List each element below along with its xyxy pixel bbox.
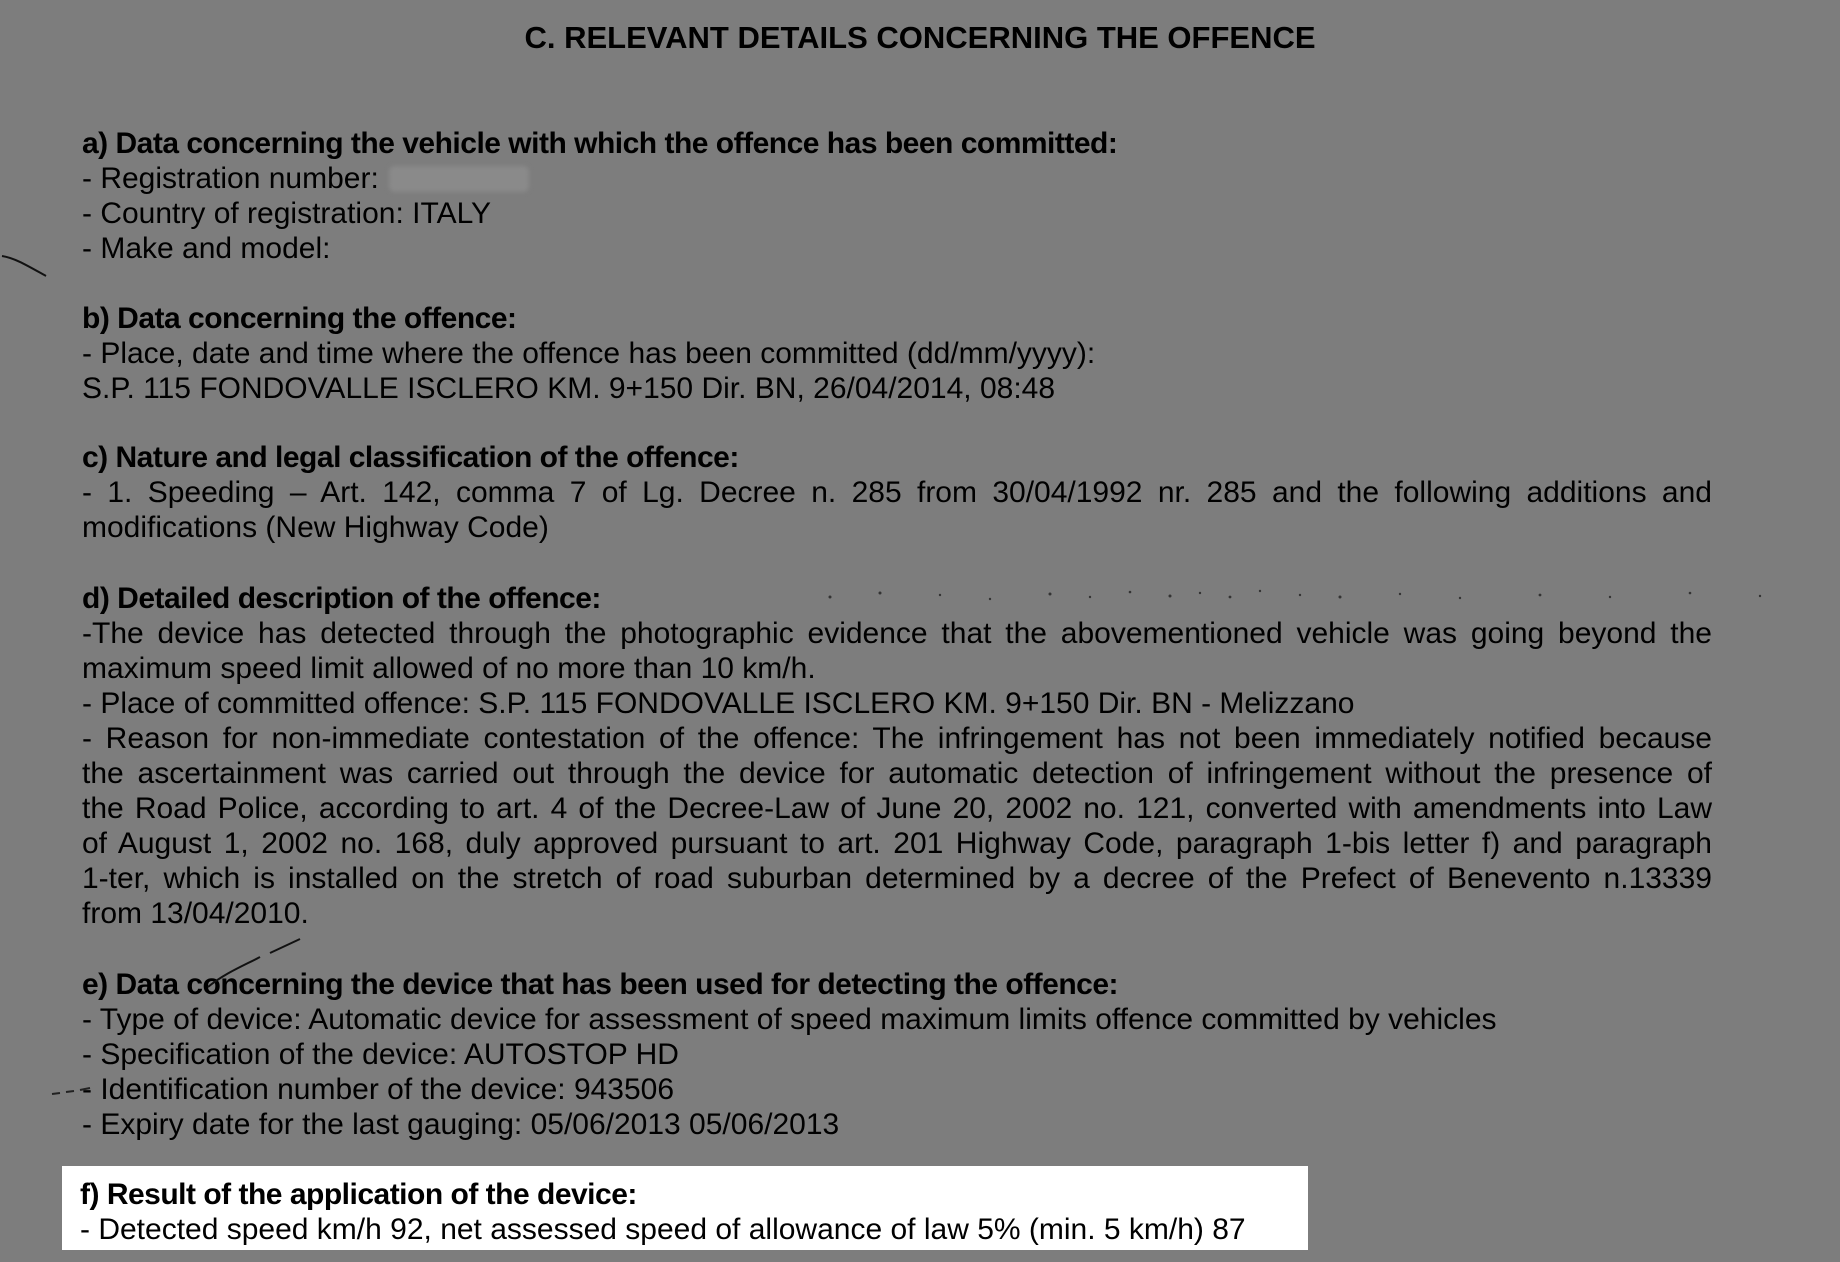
section-f-heading: f) Result of the application of the device: xyxy=(80,1178,637,1211)
section-e-heading: e) Data concerning the device that has been used for detecting the offence: xyxy=(82,968,1119,1001)
device-type: - Type of device: Automatic device for assessment of speed maximum limits offence committed by vehicles xyxy=(82,1003,1497,1036)
section-device-data xyxy=(82,967,1712,1142)
section-offence-description xyxy=(82,581,1712,931)
section-a-heading: a) Data concerning the vehicle with which the offence has been committed: xyxy=(82,127,1118,160)
classification-line-1: - 1. Speeding – Art. 142, comma 7 of Lg. Decree n. 285 from 30/04/1992 nr. 285 and the following additions and xyxy=(82,476,1712,509)
registration-number-label: - Registration number: xyxy=(82,162,379,195)
device-specification: - Specification of the device: AUTOSTOP HD xyxy=(82,1038,679,1071)
reason-line-2: the ascertainment was carried out through the device for automatic detection of infringement without the presence of xyxy=(82,757,1712,790)
reason-line-5: 1-ter, which is installed on the stretch of road suburban determined by a decree of the Prefect of Benevento n.13339 xyxy=(82,862,1712,895)
reason-line-6: from 13/04/2010. xyxy=(82,897,309,930)
reason-line-3: the Road Police, according to art. 4 of the Decree-Law of June 20, 2002 no. 121, converted with amendments into Law xyxy=(82,792,1712,825)
section-d-heading: d) Detailed description of the offence: xyxy=(82,582,601,615)
reason-line-1: - Reason for non-immediate contestation of the offence: The infringement has not been immediately notified because xyxy=(82,722,1712,755)
pen-mark-left-margin xyxy=(0,250,60,290)
place-date-time-label: - Place, date and time where the offence has been committed (dd/mm/yyyy): xyxy=(82,337,1096,370)
section-legal-classification xyxy=(82,440,1712,545)
gauging-expiry-date: - Expiry date for the last gauging: 05/06/2013 05/06/2013 xyxy=(82,1108,840,1141)
section-c-heading: c) Nature and legal classification of the offence: xyxy=(82,441,739,474)
registration-number-row xyxy=(82,161,1712,196)
reason-line-4: of August 1, 2002 no. 168, duly approved pursuant to art. 201 Highway Code, paragraph 1-bis letter f) and paragraph xyxy=(82,827,1712,860)
redacted-registration-number xyxy=(389,166,529,192)
classification-line-2: modifications (New Highway Code) xyxy=(82,511,549,544)
document-title: C. RELEVANT DETAILS CONCERNING THE OFFENCE xyxy=(524,20,1316,55)
section-device-result xyxy=(80,1177,1710,1247)
detected-speed-result: - Detected speed km/h 92, net assessed speed of allowance of law 5% (min. 5 km/h) 87 xyxy=(80,1213,1246,1246)
country-of-registration: - Country of registration: ITALY xyxy=(82,197,492,230)
section-b-heading: b) Data concerning the offence: xyxy=(82,302,517,335)
place-date-time-value: S.P. 115 FONDOVALLE ISCLERO KM. 9+150 Dir. BN, 26/04/2014, 08:48 xyxy=(82,372,1056,405)
place-of-offence: - Place of committed offence: S.P. 115 FONDOVALLE ISCLERO KM. 9+150 Dir. BN - Melizzano xyxy=(82,687,1355,720)
section-vehicle-data xyxy=(82,126,1712,266)
section-offence-data xyxy=(82,301,1712,406)
make-and-model: - Make and model: xyxy=(82,232,331,265)
device-detection-line-2: maximum speed limit allowed of no more than 10 km/h. xyxy=(82,652,816,685)
device-identification-number: - Identification number of the device: 943506 xyxy=(82,1073,675,1106)
device-detection-line-1: -The device has detected through the photographic evidence that the abovementioned vehicle was going beyond the xyxy=(82,617,1712,650)
